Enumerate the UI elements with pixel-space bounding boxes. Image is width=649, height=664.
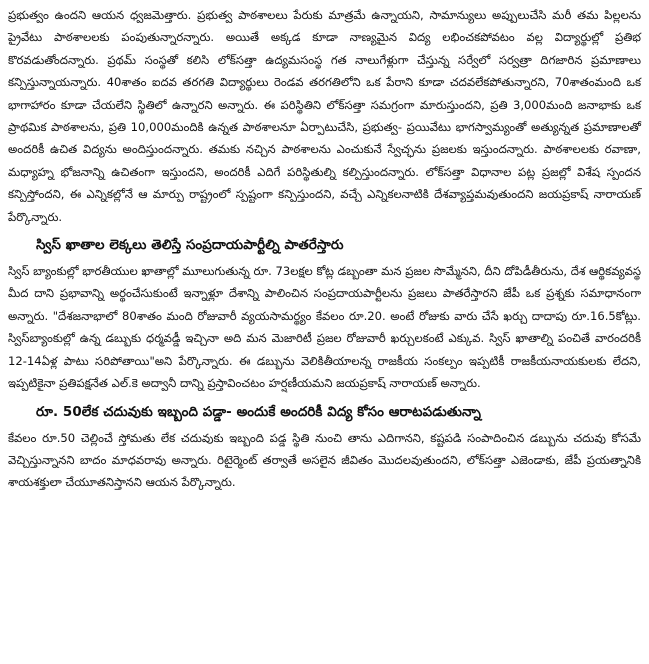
section-heading-swiss-accounts: స్విస్ ఖాతాల లెక్కలు తెలిస్తే సంప్రదాయపార్టీల్ని పాతరేస్తారు — [36, 238, 344, 254]
article-paragraph-3: కేవలం రూ.50 చెల్లించే స్తోమతు లేక చదువుకు ఇబ్బంది పడ్డ స్థితి నుంచి తాను ఎదిగానని, కష్టపడి సంపాదించిన డబ్బును చదువు కోసమే వెచ్చిస్తున్నానని బాదం మాధవరావు అన్నారు. రిటైర్మెంట్ తర్వాతే అసలైన జీవితం మొదలవుతుందని, లోక్‌సత్తా ఎజెండాకు, జేపీ ప్రయత్నానికి శాయశక్తులా చేయూతనిస్తానని ఆయన పేర్కొన్నారు. — [8, 430, 641, 490]
article-paragraph-1: ప్రభుత్వం ఉందని ఆయన ధ్వజమెత్తారు. ప్రభుత్వ పాఠశాలలు పేరుకు మాత్రమే ఉన్నాయని, సామాన్యులు అప్పులుచేసి మరీ తమ పిల్లలను ప్రైవేటు పాఠశాలలకు పంపుతున్నారన్నారు. అయితే అక్కడ కూడా నాణ్యమైన విద్య లభించకపోవటం వల్ల విద్యార్థుల్లో ప్రతిభ కొరవడుతోందన్నారు. ప్రథమ్ సంస్థతో కలిసి లోక్‌సత్తా ఉద్యమసంస్థ గత నాలుగేళ్లుగా చేస్తున్న సర్వేలో సర్వత్రా దిగజారిన ప్రమాణాలు కన్పిస్తున్నాయన్నారు. 40శాతం ఐదవ తరగతి విద్యార్థులు రెండవ తరగతిలోని ఒక పేరాని కూడా చదవలేకపోతున్నారని, 70శాతంమంది ఒక భాగాహారం కూడా చేయలేని స్థితిలో ఉన్నారని అన్నారు. ఈ పరిస్థితిని లోక్‌సత్తా సమగ్రంగా మారుస్తుందని, ప్రతి 3,000మంది జనాభాకు ఒక ప్రాథమిక పాఠశాలను, ప్రతి 10,000మందికి ఉన్నత పాఠశాలనూ ఏర్పాటుచేసి, ప్రభుత్వ- ప్రయివేటు భాగస్వామ్యంతో అత్యున్నత ప్రమాణాలతో అందరికీ ఉచిత విద్యను అందిస్తుందన్నారు. తమకు నచ్చిన పాఠశాలను ఎంచుకునే స్వేచ్ఛను ప్రజలకు ఇస్తుందన్నారు. పాఠశాలలకు రవాణా, మధ్యాహ్న భోజనాన్ని ఉచితంగా ఇస్తుందని, అందరికీ ఎదిగే పరిస్థితుల్ని కల్పిస్తుందన్నారు. లోక్‌సత్తా విధానాల పట్ల ప్రజల్లో విశేష స్పందన కన్పిస్తోందని, ఈ ఎన్నికల్లోనే ఆ మార్పు రాష్ట్రంలో స్పష్టంగా కన్పిస్తుందని, వచ్చే ఎన్నికలనాటికి దేశవ్యాప్తమవుతుందని జయప్రకాష్ నారాయణ్ పేర్కొన్నారు. — [8, 8, 641, 224]
article-paragraph-2: స్విస్ బ్యాంకుల్లో భారతీయుల ఖాతాల్లో మూలుగుతున్న రూ. 73లక్షల కోట్ల డబ్బంతా మన ప్రజల సొమ్మేనని, దీని దోపిడీతీరును, దేశ ఆర్థికవ్యవస్థ మీద దాని ప్రభావాన్ని అర్థంచేసుకుంటే ఇన్నాళ్లూ దేశాన్ని పాలించిన సంప్రదాయపార్టీలను ప్రజలు పాతరేస్తారని జేపీ ఒక ప్రశ్నకు సమాధానంగా అన్నారు. "దేశజనాభాలో 80శాతం మంది రోజువారీ వ్యయసామర్థ్యం కేవలం రూ.20. అంటే రోజుకు వారు చేసే ఖర్చు దాదాపు రూ.16.5కోట్లు. స్విస్‌బ్యాంకుల్లో ఉన్న డబ్బుకు ధర్మవడ్డీ ఇచ్చినా అది మన మెజారిటీ ప్రజల రోజువారీ ఖర్చులకంటే ఎక్కువ. స్విస్ ఖాతాల్ని పంచితే వారందరికీ 12-14ఏళ్ల పాటు సరిపోతాయి"అని పేర్కొన్నారు. ఈ డబ్బును వెలికితీయాలన్న రాజకీయ సంకల్పం ఇప్పటికీ రాజకీయనాయకులకు లేదని, ఇప్పటికైనా ప్రతిపక్షనేత ఎల్.కె అద్వానీ దాన్ని ప్రస్తావించటం హర్షణీయమని జయప్రకాష్ నారాయణ్ అన్నారు. — [8, 264, 641, 391]
section-heading-education: రూ. 50లేక చదువుకు ఇబ్బంది పడ్డా- అందుకే అందరికీ విద్య కోసం ఆరాటపడుతున్నా — [36, 404, 481, 420]
